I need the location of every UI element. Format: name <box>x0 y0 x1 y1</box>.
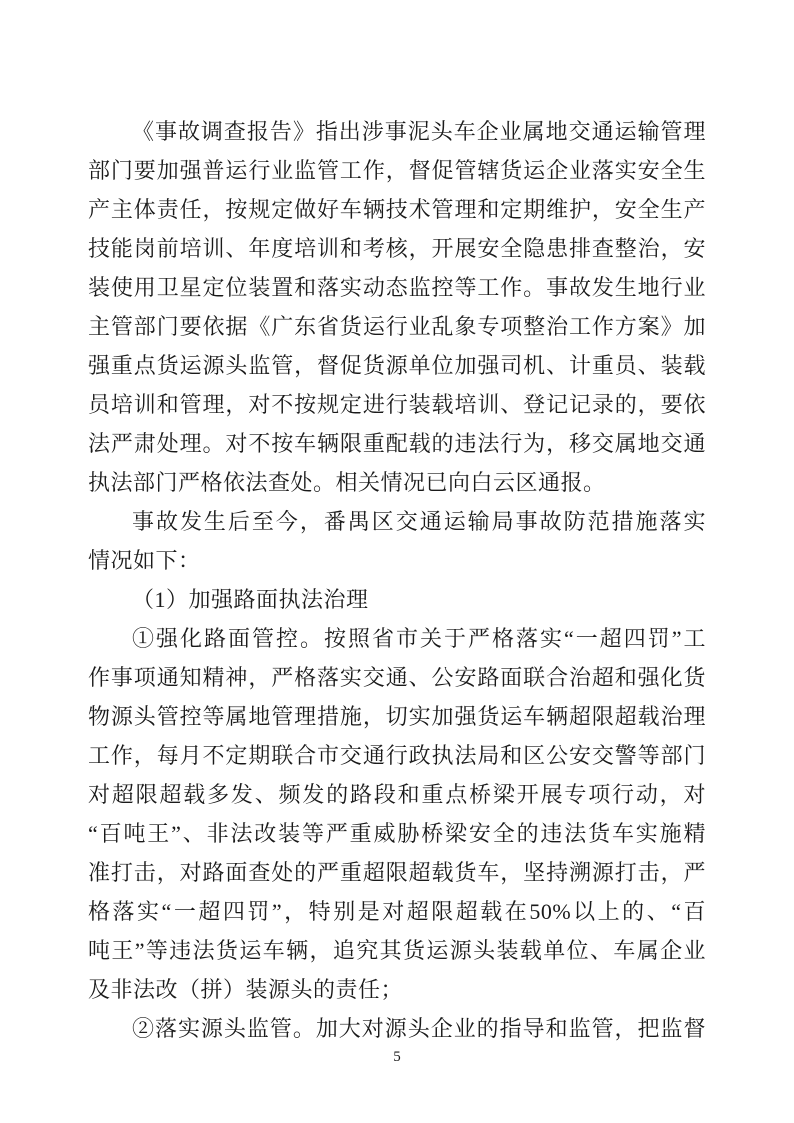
paragraph <box>88 502 706 580</box>
text-line: 格落实“一超四罚”，特别是对超限超载在50%以上的、“百 <box>88 899 706 924</box>
text-line: 《事故调查报告》指出涉事泥头车企业属地交通运输管理 <box>132 119 706 144</box>
paragraph <box>88 112 706 502</box>
text-line: 法严肃处理。对不按车辆限重配载的违法行为，移交属地交通 <box>88 431 706 456</box>
text-line: 事故发生后至今，番禺区交通运输局事故防范措施落实 <box>132 509 706 534</box>
text-line: 及非法改（拼）装源头的责任； <box>88 977 404 1002</box>
text-line: 物源头管控等属地管理措施，切实加强货运车辆超限超载治理 <box>88 704 706 729</box>
text-line: 对超限超载多发、频发的路段和重点桥梁开展专项行动，对 <box>88 782 706 807</box>
text-line: 产主体责任，按规定做好车辆技术管理和定期维护，安全生产 <box>88 197 706 222</box>
paragraph <box>88 1009 706 1048</box>
text-line: 装使用卫星定位装置和落实动态监控等工作。事故发生地行业 <box>88 275 706 300</box>
text-line: “百吨王”、非法改装等严重威胁桥梁安全的违法货车实施精 <box>88 821 706 846</box>
text-line: 员培训和管理，对不按规定进行装载培训、登记记录的，要依 <box>88 392 706 417</box>
text-line: ①强化路面管控。按照省市关于严格落实“一超四罚”工 <box>132 626 706 651</box>
text-line: （1）加强路面执法治理 <box>132 587 369 612</box>
paragraph <box>88 619 706 1009</box>
text-line: ②落实源头监管。加大对源头企业的指导和监管，把监督 <box>132 1016 706 1041</box>
page-number: 5 <box>393 1049 401 1065</box>
text-line: 吨王”等违法货运车辆，追究其货运源头装载单位、车属企业 <box>88 938 706 963</box>
text-line: 工作，每月不定期联合市交通行政执法局和区公安交警等部门 <box>88 743 706 768</box>
paragraph-heading <box>88 580 706 619</box>
text-line: 主管部门要依据《广东省货运行业乱象专项整治工作方案》加 <box>88 314 706 339</box>
text-line: 作事项通知精神，严格落实交通、公安路面联合治超和强化货 <box>88 665 706 690</box>
text-line: 情况如下： <box>88 548 201 573</box>
document-body <box>88 112 706 1048</box>
text-line: 强重点货运源头监管，督促货源单位加强司机、计重员、装载 <box>88 353 706 378</box>
text-line: 准打击，对路面查处的严重超限超载货车，坚持溯源打击，严 <box>88 860 706 885</box>
text-line: 部门要加强普运行业监管工作，督促管辖货运企业落实安全生 <box>88 158 706 183</box>
text-line: 技能岗前培训、年度培训和考核，开展安全隐患排查整治，安 <box>88 236 706 261</box>
text-line: 执法部门严格依法查处。相关情况已向白云区通报。 <box>88 470 606 495</box>
